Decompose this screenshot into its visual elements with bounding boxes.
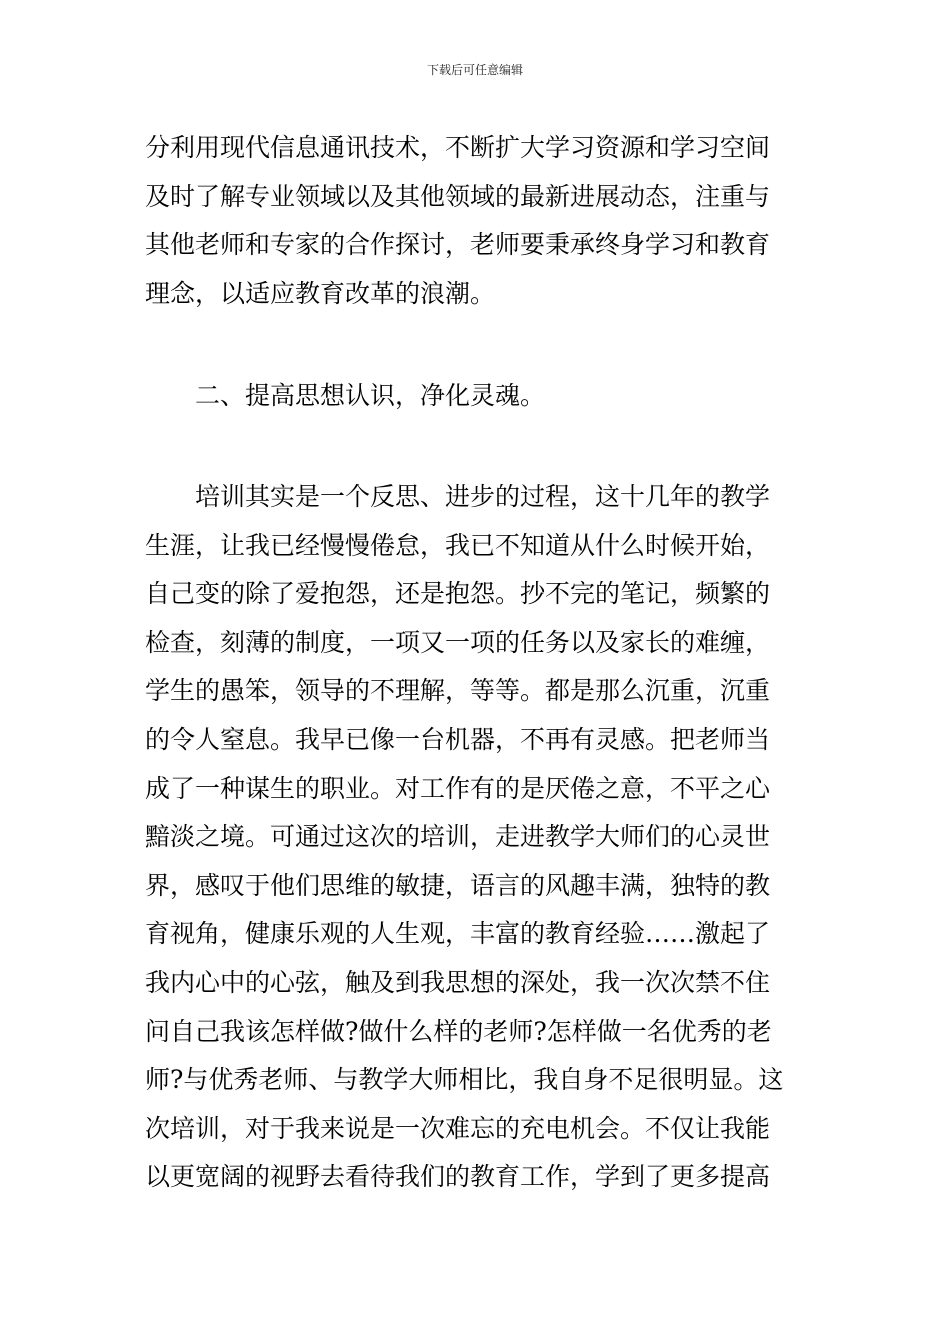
text-line: 检查，刻薄的制度，一项又一项的任务以及家长的难缠， bbox=[145, 627, 771, 657]
text-line: 学生的愚笨，领导的不理解，等等。都是那么沉重，沉重 bbox=[145, 676, 771, 706]
text-line: 生涯，让我已经慢慢倦怠，我已不知道从什么时候开始， bbox=[145, 530, 771, 560]
text-line: 我内心中的心弦，触及到我思想的深处，我一次次禁不住 bbox=[145, 967, 771, 997]
text-line: 问自己我该怎样做?做什么样的老师?怎样做一名优秀的老 bbox=[145, 1016, 772, 1046]
text-line: 的令人窒息。我早已像一台机器，不再有灵感。把老师当 bbox=[145, 724, 771, 754]
paragraph-3 bbox=[145, 473, 810, 1202]
section-heading bbox=[145, 372, 810, 421]
paragraph-1 bbox=[145, 124, 810, 318]
text-line: 次培训，对于我来说是一次难忘的充电机会。不仅让我能 bbox=[145, 1113, 771, 1143]
text-line: 育视角，健康乐观的人生观，丰富的教育经验……激起了 bbox=[145, 919, 771, 949]
text-line: 培训其实是一个反思、进步的过程，这十几年的教学 bbox=[145, 482, 771, 511]
text-line: 以更宽阔的视野去看待我们的教育工作，学到了更多提高 bbox=[145, 1162, 771, 1192]
text-line: 分利用现代信息通讯技术，不断扩大学习资源和学习空间 bbox=[145, 133, 771, 162]
heading-line: 二、提高思想认识，净化灵魂。 bbox=[145, 381, 546, 410]
text-line: 自己变的除了爱抱怨，还是抱怨。抄不完的笔记，频繁的 bbox=[145, 579, 771, 609]
page-header: 下载后可任意编辑 bbox=[426, 63, 523, 77]
text-line: 及时了解专业领域以及其他领域的最新进展动态，注重与 bbox=[145, 181, 771, 211]
text-line: 界，感叹于他们思维的敏捷，语言的风趣丰满，独特的教 bbox=[145, 870, 771, 900]
text-line: 黯淡之境。可通过这次的培训，走进教学大师们的心灵世 bbox=[145, 822, 771, 852]
text-line: 理念，以适应教育改革的浪潮。 bbox=[145, 278, 496, 308]
text-line: 师?与优秀老师、与教学大师相比，我自身不足很明显。这 bbox=[145, 1065, 784, 1095]
text-line: 其他老师和专家的合作探讨，老师要秉承终身学习和教育 bbox=[145, 230, 771, 260]
text-line: 成了一种谋生的职业。对工作有的是厌倦之意，不平之心 bbox=[145, 773, 771, 803]
